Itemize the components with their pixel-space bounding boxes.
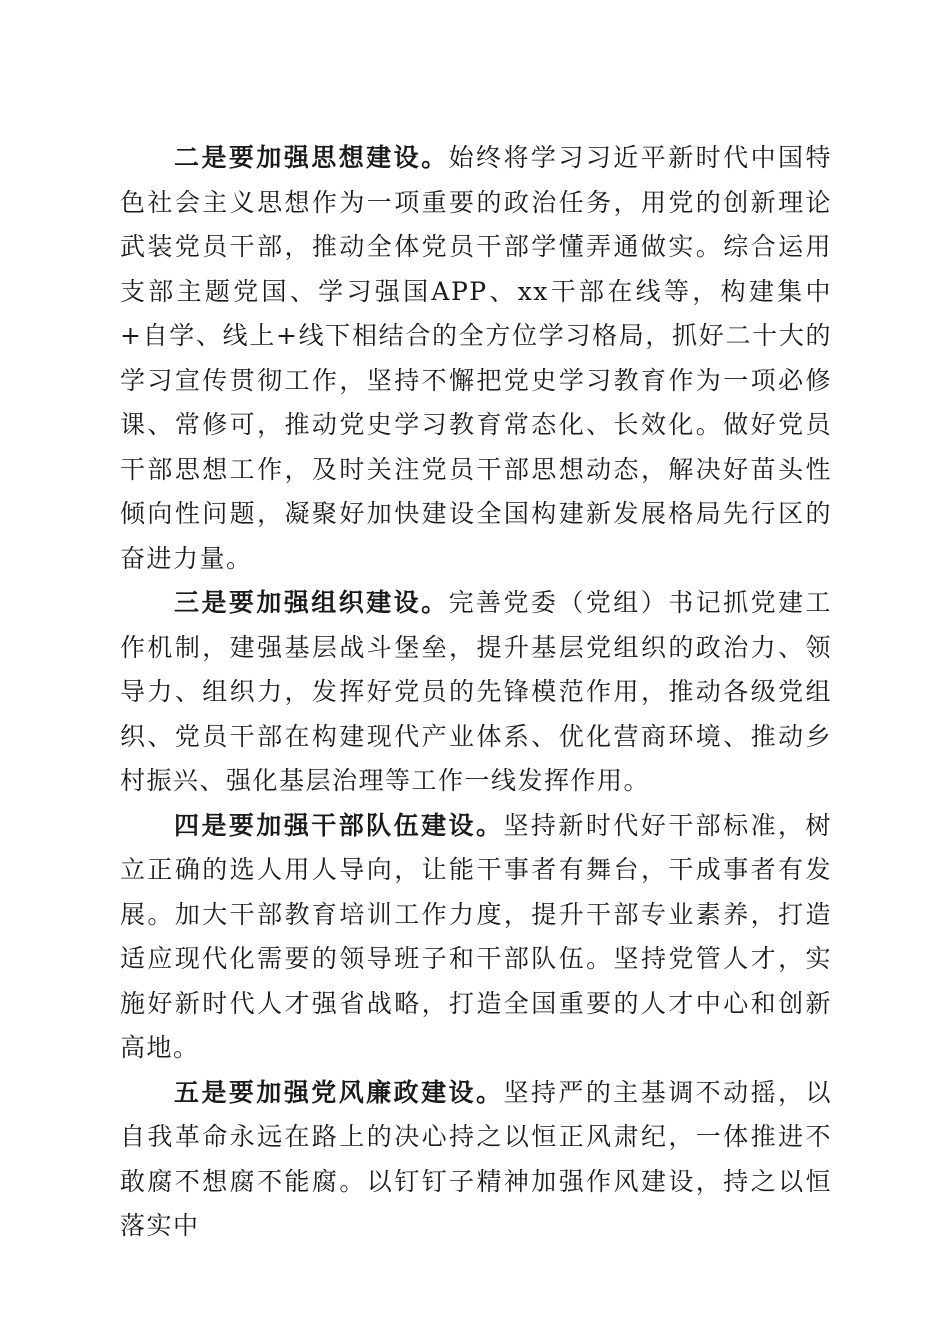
paragraph-lead: 二是要加强思想建设。 [174, 143, 449, 172]
paragraph-text: 坚持严的主基调不动摇，以自我革命永远在路上的决心持之以恒正风肃纪，一体推进不敢腐不想腐不能腐。以钉钉子精神加强作风建设，持之以恒落实中 [120, 1077, 832, 1240]
document-body [120, 136, 832, 1249]
paragraph-text: 完善党委（党组）书记抓党建工作机制，建强基层战斗堡垒，提升基层党组织的政治力、领导力、组织力，发挥好党员的先锋模范作用，推动各级党组织、党员干部在构建现代产业体系、优化营商环境、推动乡村振兴、强化基层治理等工作一线发挥作用。 [120, 588, 832, 795]
paragraph-integrity-building [120, 1071, 832, 1249]
paragraph-thought-building [120, 136, 832, 581]
paragraph-cadre-building [120, 804, 832, 1071]
paragraph-organization-building [120, 581, 832, 804]
paragraph-text: 始终将学习习近平新时代中国特色社会主义思想作为一项重要的政治任务，用党的创新理论武装党员干部，推动全体党员干部学懂弄通做实。综合运用支部主题党国、学习强国APP、xx干部在线等，构建集中+自学、线上+线下相结合的全方位学习格局，抓好二十大的学习宣传贯彻工作，坚持不懈把党史学习教育作为一项必修课、常修可，推动党史学习教育常态化、长效化。做好党员干部思想工作，及时关注党员干部思想动态，解决好苗头性倾向性问题，凝聚好加快建设全国构建新发展格局先行区的奋进力量。 [120, 143, 832, 573]
paragraph-lead: 四是要加强干部队伍建设。 [174, 810, 504, 840]
paragraph-lead: 五是要加强党风廉政建设。 [174, 1077, 504, 1107]
paragraph-text: 坚持新时代好干部标准，树立正确的选人用人导向，让能干事者有舞台，干成事者有发展。加大干部教育培训工作力度，提升干部专业素养，打造适应现代化需要的领导班子和干部队伍。坚持党管人才，实施好新时代人才强省战略，打造全国重要的人才中心和创新高地。 [120, 810, 832, 1062]
paragraph-lead: 三是要加强组织建设。 [174, 588, 449, 617]
